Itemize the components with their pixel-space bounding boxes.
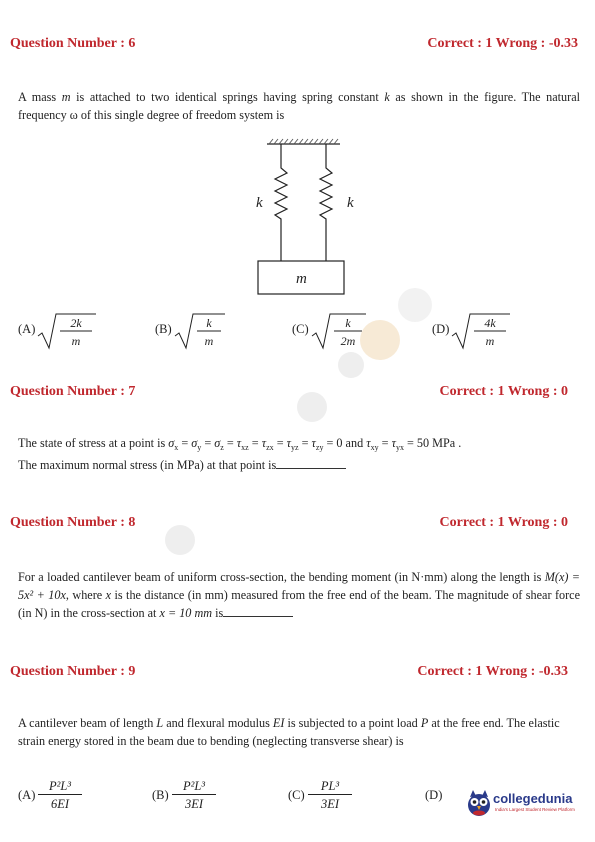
question-6-header (10, 36, 578, 54)
question-8-text: For a loaded cantilever beam of uniform cross-section, the bending moment (in N·mm) along the length is M(x) = 5x² + 10x, where x is the distance (in mm) measured from the free end of the beam. The magnitude of shear force (in N) in the cross-section at x = 10 mm is (18, 570, 581, 620)
svg-text:m: m (204, 334, 214, 348)
q9-option-b[interactable]: (B) $\frac{\text{P²L³}}{3EI}$ (152, 778, 232, 818)
marking-scheme: Correct : 1 Wrong : 0 (439, 384, 568, 399)
watermark-seal (360, 320, 400, 360)
q9-option-c[interactable]: (C) $\frac{\text{PL³}}{3EI}$ (288, 778, 368, 818)
stress-state-line: The state of stress at a point is $\sigma_x = \sigma_y = \sigma_z = \tau_{xz} = \tau_{zx} = \tau_{yz} = \tau_{zy} = 0$ and $\tau_{xy} = \tau_{yx} = 50$ MPa . (18, 436, 462, 452)
q9-option-d[interactable]: (D) (425, 788, 443, 802)
spring-mass-figure (240, 138, 360, 298)
right-spring (320, 144, 332, 261)
marking-scheme: Correct : 1 Wrong : -0.33 (427, 36, 578, 51)
watermark-seal (338, 352, 364, 378)
right-spring-label: k (347, 195, 354, 211)
left-spring (275, 144, 287, 261)
question-8-header (10, 515, 578, 533)
q9-option-a[interactable]: (A) $\frac{\text{P²L³}}{6EI}$ (18, 778, 98, 818)
question-number: Question Number : 9 (10, 664, 136, 679)
svg-text:m: m (71, 334, 81, 348)
svg-text:2m: 2m (340, 334, 356, 348)
left-spring-label: k (256, 195, 263, 211)
question-number: Question Number : 7 (10, 384, 136, 399)
question-number: Question Number : 8 (10, 515, 136, 530)
marking-scheme: Correct : 1 Wrong : -0.33 (417, 664, 568, 679)
question-7-header (10, 384, 578, 402)
svg-text:k: k (345, 316, 351, 330)
question-number: Question Number : 6 (10, 36, 136, 51)
question-7-text: The state of stress at a point is $\sigma_x = \sigma_y = \sigma_z = \tau_{xz} = \tau_{zx} = \tau_{yz} = \tau_{zy} = 0$ and $\tau_{xy} = \tau_{yx} = 50$ MPa . The maximum normal stress (in MPa) at that point is (18, 434, 583, 474)
logo-tagline: India's Largest Student Review Platform (495, 807, 575, 812)
owl-icon (466, 789, 492, 817)
svg-text:2k: 2k (70, 316, 82, 330)
question-6-text: A mass m is attached to two identical springs having spring constant k as shown in the figure. The natural frequency ω of this single degree of freedom system is (18, 90, 580, 122)
collegedunia-logo (466, 788, 578, 818)
question-9-header (10, 664, 578, 682)
svg-text:4k: 4k (484, 316, 496, 330)
answer-blank[interactable] (223, 605, 293, 617)
svg-text:k: k (206, 316, 212, 330)
logo-brand: collegedunia (493, 791, 573, 806)
question-9-text: A cantilever beam of length L and flexural modulus EI is subjected to a point load P at the free end. The elastic strain energy stored in the beam due to bending (neglecting transverse shear) is (18, 716, 560, 748)
marking-scheme: Correct : 1 Wrong : 0 (439, 515, 568, 530)
watermark-seal (398, 288, 432, 322)
mass-label: m (296, 271, 307, 287)
answer-blank[interactable] (276, 457, 346, 469)
svg-text:m: m (485, 334, 495, 348)
